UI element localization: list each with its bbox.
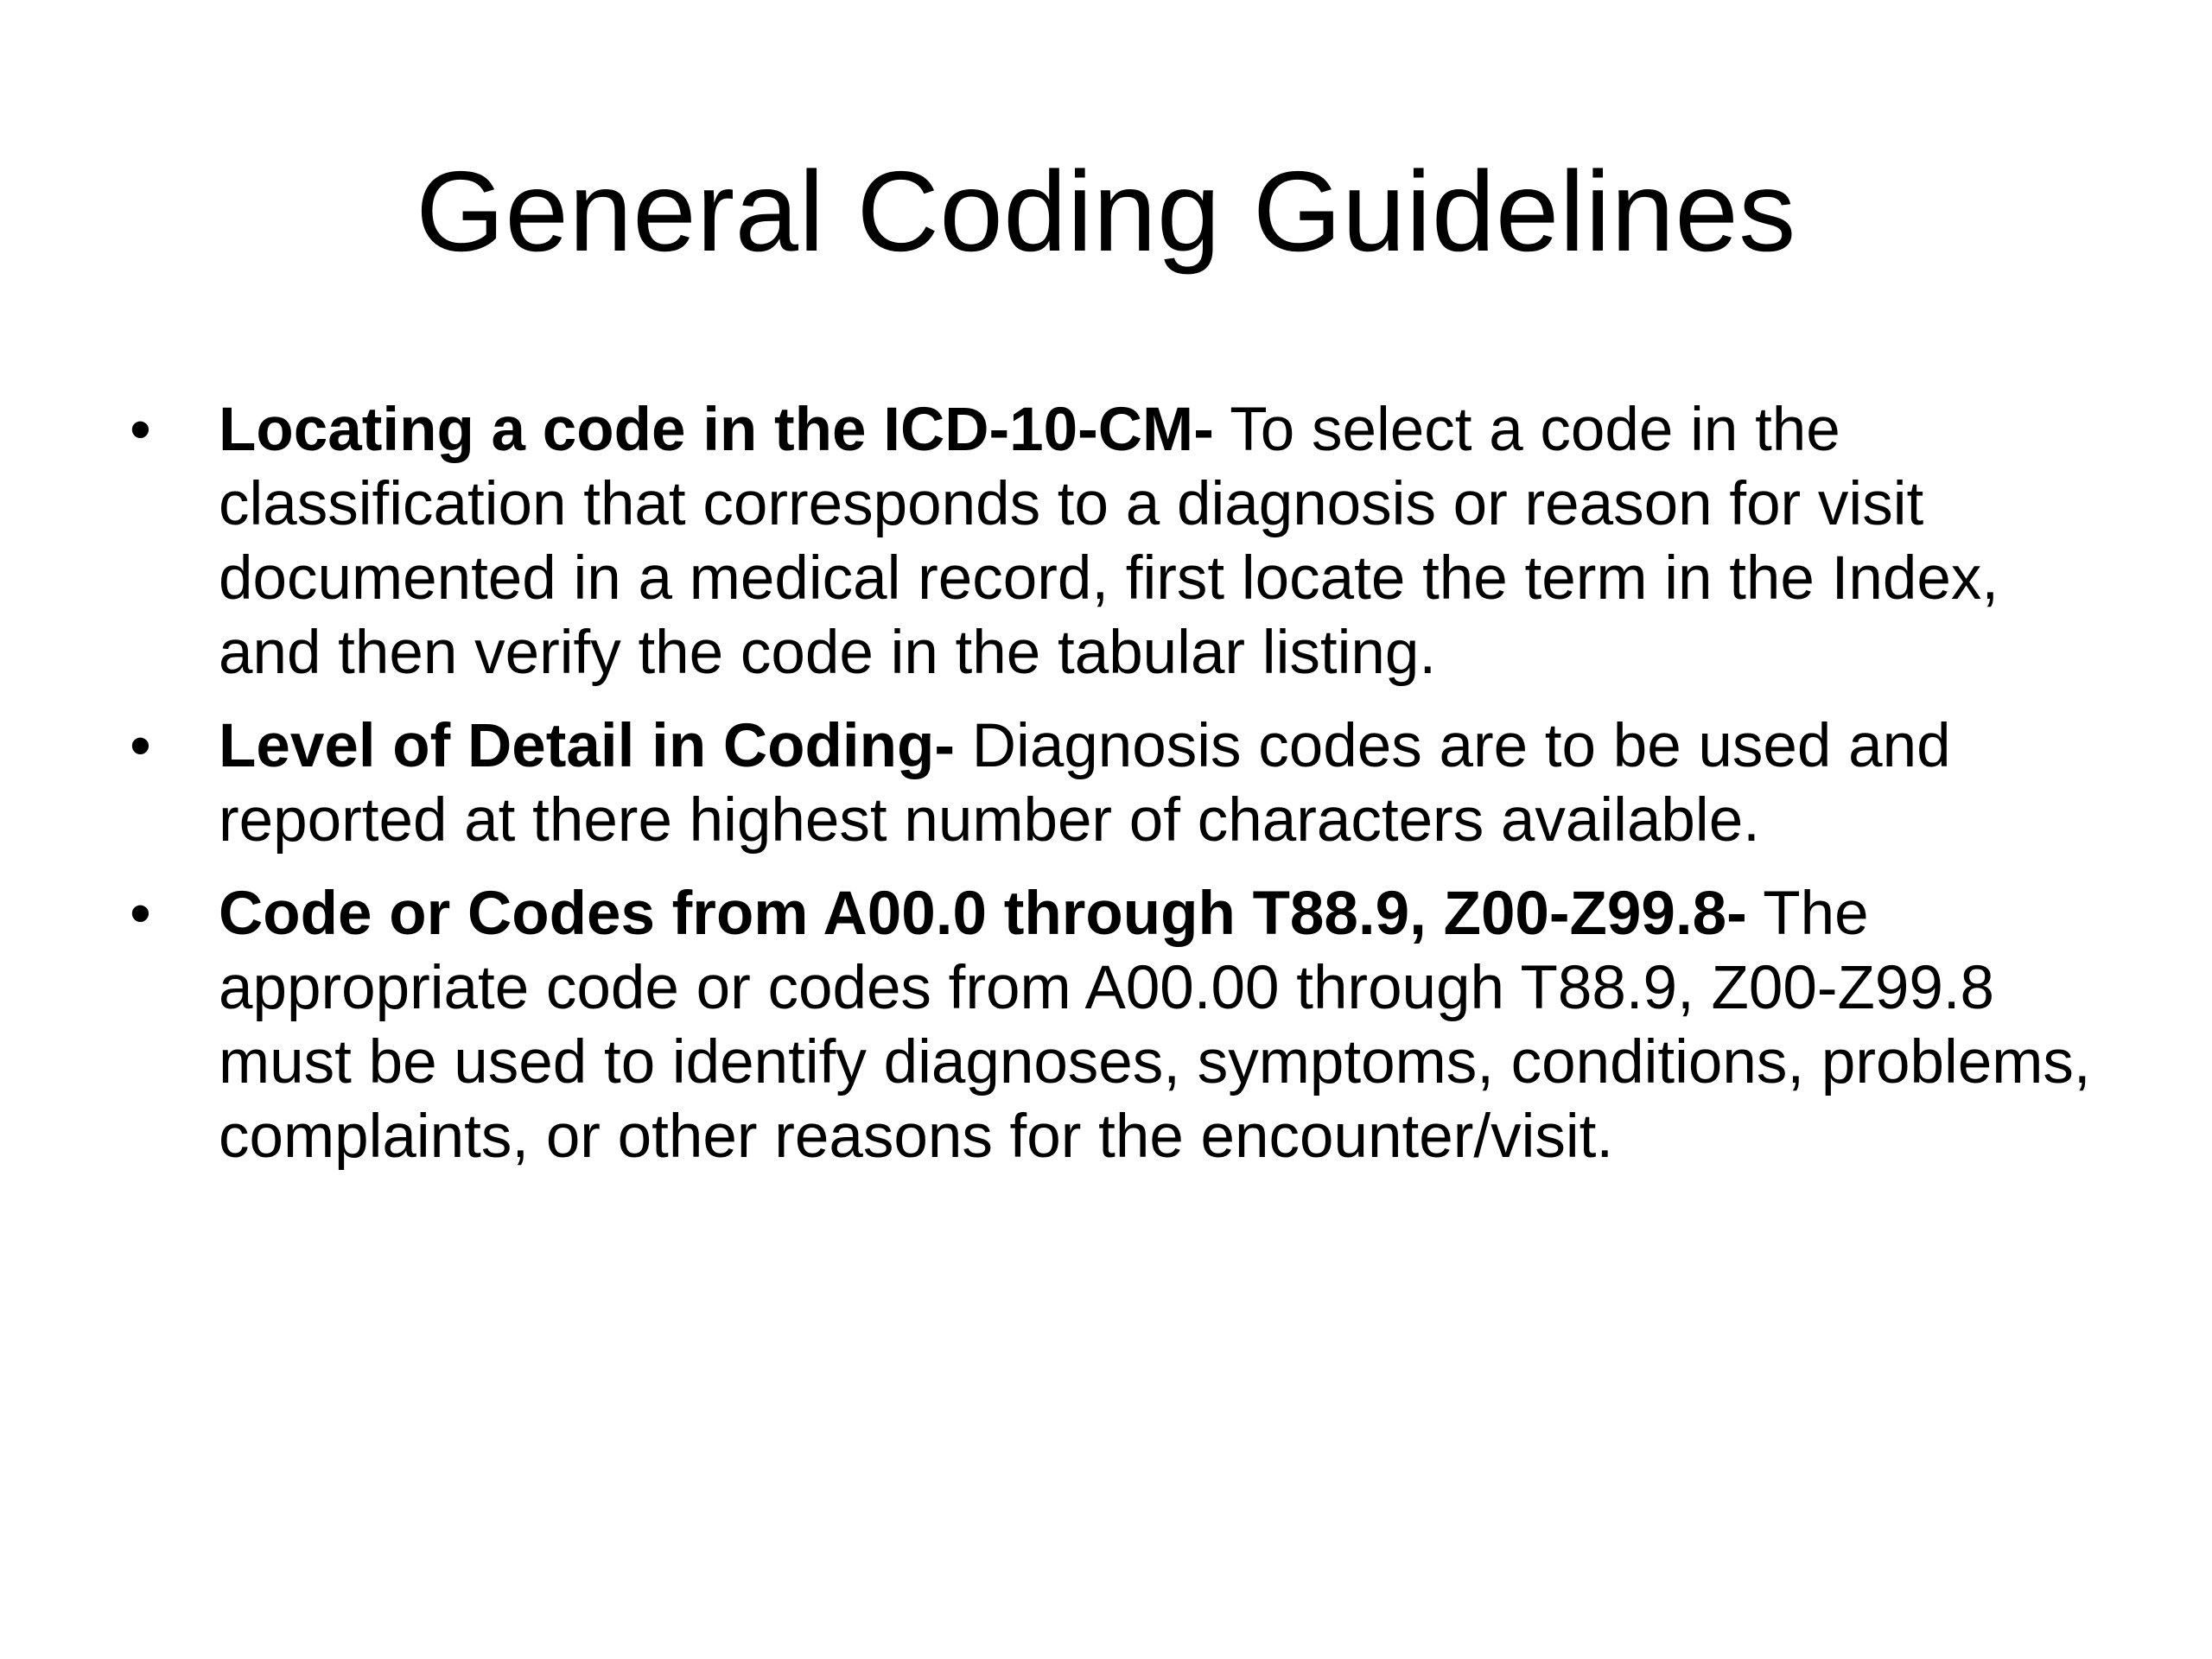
- bullet-icon: •: [130, 880, 151, 948]
- bullet-text: Diagnosis codes are to be used and reported at there highest number of characters available.: [219, 712, 1951, 855]
- bullet-item-code-ranges: [130, 877, 2117, 1174]
- slide-title: General Coding Guidelines: [416, 148, 1796, 275]
- bullet-term: Level of Detail in Coding-: [219, 712, 956, 780]
- bullet-term: Code or Codes from A00.0 through T88.9, Z00-Z99.8-: [219, 880, 1747, 948]
- bullet-item-level-of-detail: [130, 709, 2117, 858]
- bullet-text: To select a code in the classification that corresponds to a diagnosis or reason for visit documented in a medical record, first locate the term in the Index, and then verify the code in the tabular listing.: [219, 396, 1999, 687]
- bullet-term: Locating a code in the ICD-10-CM-: [219, 396, 1214, 464]
- bullet-icon: •: [130, 712, 151, 780]
- bullet-text: The appropriate code or codes from A00.00 through T88.9, Z00-Z99.8 must be used to identify diagnoses, symptoms, conditions, problems, complaints, or other reasons for the encounter/visit.: [219, 880, 2091, 1171]
- bullet-list: [130, 393, 2117, 1193]
- bullet-item-locating-code: [130, 393, 2117, 690]
- bullet-icon: •: [130, 396, 151, 464]
